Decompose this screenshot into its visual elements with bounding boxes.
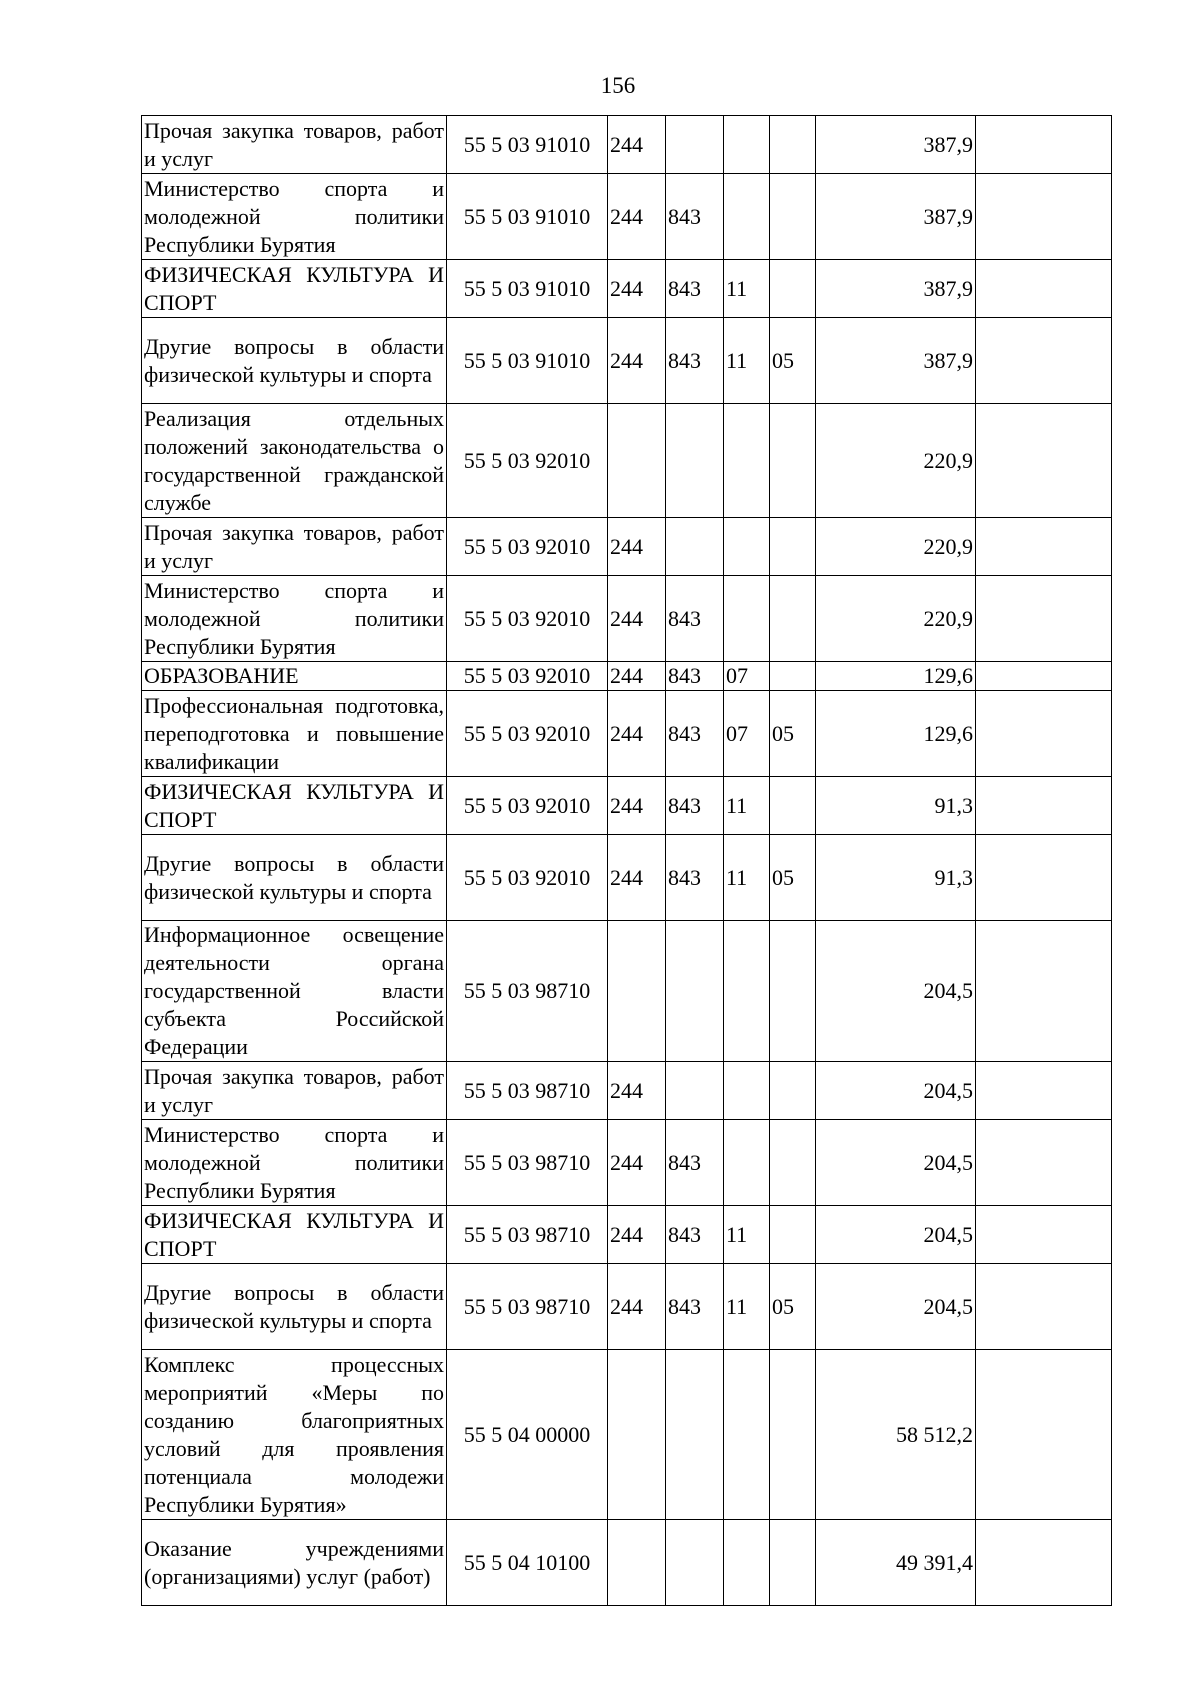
- row-rz-cell: 11: [724, 777, 770, 835]
- row-sum-cell: 220,9: [816, 518, 976, 576]
- row-rz-cell: 11: [724, 1206, 770, 1264]
- row-extra-cell: [976, 1520, 1112, 1606]
- row-vr-cell: 244: [608, 576, 666, 662]
- row-code-cell: 55 5 03 98710: [447, 1120, 608, 1206]
- table-row: [142, 1264, 1112, 1350]
- row-code-cell: 55 5 03 92010: [447, 835, 608, 921]
- row-sum-cell: 49 391,4: [816, 1520, 976, 1606]
- row-rz-cell: 07: [724, 691, 770, 777]
- row-name-cell: Прочая закупка товаров, работ и услуг: [142, 116, 447, 174]
- row-sum-cell: 204,5: [816, 921, 976, 1062]
- row-vr-cell: 244: [608, 116, 666, 174]
- row-name-cell: Прочая закупка товаров, работ и услуг: [142, 1062, 447, 1120]
- row-gr-cell: 843: [666, 1206, 724, 1264]
- row-gr-cell: 843: [666, 691, 724, 777]
- row-code-cell: 55 5 03 92010: [447, 576, 608, 662]
- row-extra-cell: [976, 835, 1112, 921]
- row-code-cell: 55 5 03 98710: [447, 1206, 608, 1264]
- table-body: [142, 116, 1112, 1606]
- row-code-cell: 55 5 03 92010: [447, 777, 608, 835]
- row-gr-cell: [666, 116, 724, 174]
- row-sum-cell: 204,5: [816, 1062, 976, 1120]
- row-extra-cell: [976, 116, 1112, 174]
- table-row: [142, 1206, 1112, 1264]
- row-rz-cell: 11: [724, 318, 770, 404]
- table-row: [142, 518, 1112, 576]
- row-sum-cell: 129,6: [816, 662, 976, 691]
- row-pr-cell: [770, 1120, 816, 1206]
- row-vr-cell: 244: [608, 1264, 666, 1350]
- row-pr-cell: [770, 1206, 816, 1264]
- table-row: [142, 1062, 1112, 1120]
- table-row: [142, 260, 1112, 318]
- row-rz-cell: [724, 1120, 770, 1206]
- row-pr-cell: [770, 174, 816, 260]
- row-rz-cell: [724, 174, 770, 260]
- row-pr-cell: [770, 1350, 816, 1520]
- row-vr-cell: 244: [608, 1120, 666, 1206]
- table-row: [142, 318, 1112, 404]
- row-pr-cell: [770, 116, 816, 174]
- row-gr-cell: 843: [666, 1264, 724, 1350]
- table-row: [142, 835, 1112, 921]
- row-code-cell: 55 5 04 10100: [447, 1520, 608, 1606]
- row-sum-cell: 387,9: [816, 318, 976, 404]
- table-row: [142, 662, 1112, 691]
- row-gr-cell: [666, 1520, 724, 1606]
- row-name-cell: Комплекс процессных мероприятий «Меры по созданию благоприятных условий для проявления потенциала молодежи Республики Бурятия»: [142, 1350, 447, 1520]
- row-gr-cell: 843: [666, 1120, 724, 1206]
- table-row: [142, 116, 1112, 174]
- row-extra-cell: [976, 318, 1112, 404]
- row-name-cell: ФИЗИЧЕСКАЯ КУЛЬТУРА И СПОРТ: [142, 260, 447, 318]
- row-rz-cell: [724, 116, 770, 174]
- row-vr-cell: 244: [608, 777, 666, 835]
- row-extra-cell: [976, 518, 1112, 576]
- row-gr-cell: [666, 518, 724, 576]
- row-rz-cell: [724, 518, 770, 576]
- row-vr-cell: [608, 921, 666, 1062]
- row-extra-cell: [976, 404, 1112, 518]
- row-vr-cell: 244: [608, 260, 666, 318]
- row-sum-cell: 387,9: [816, 116, 976, 174]
- row-code-cell: 55 5 03 91010: [447, 260, 608, 318]
- row-code-cell: 55 5 03 98710: [447, 1264, 608, 1350]
- row-sum-cell: 91,3: [816, 777, 976, 835]
- row-gr-cell: 843: [666, 835, 724, 921]
- row-code-cell: 55 5 03 92010: [447, 518, 608, 576]
- row-sum-cell: 129,6: [816, 691, 976, 777]
- row-rz-cell: [724, 921, 770, 1062]
- table-row: [142, 777, 1112, 835]
- row-gr-cell: 843: [666, 318, 724, 404]
- row-code-cell: 55 5 04 00000: [447, 1350, 608, 1520]
- row-name-cell: Министерство спорта и молодежной политики Республики Бурятия: [142, 174, 447, 260]
- row-rz-cell: [724, 576, 770, 662]
- row-gr-cell: 843: [666, 662, 724, 691]
- row-pr-cell: [770, 404, 816, 518]
- row-rz-cell: 07: [724, 662, 770, 691]
- row-rz-cell: [724, 1520, 770, 1606]
- table-row: [142, 576, 1112, 662]
- row-code-cell: 55 5 03 91010: [447, 318, 608, 404]
- row-code-cell: 55 5 03 98710: [447, 1062, 608, 1120]
- row-pr-cell: [770, 777, 816, 835]
- row-pr-cell: [770, 662, 816, 691]
- row-extra-cell: [976, 921, 1112, 1062]
- row-sum-cell: 204,5: [816, 1120, 976, 1206]
- row-vr-cell: [608, 1350, 666, 1520]
- row-vr-cell: 244: [608, 691, 666, 777]
- budget-table: [141, 115, 1112, 1606]
- row-pr-cell: [770, 260, 816, 318]
- row-name-cell: Оказание учреждениями (организациями) услуг (работ): [142, 1520, 447, 1606]
- row-extra-cell: [976, 174, 1112, 260]
- row-gr-cell: [666, 1062, 724, 1120]
- row-pr-cell: [770, 921, 816, 1062]
- row-sum-cell: 204,5: [816, 1206, 976, 1264]
- table-row: [142, 1350, 1112, 1520]
- row-code-cell: 55 5 03 92010: [447, 404, 608, 518]
- row-sum-cell: 220,9: [816, 404, 976, 518]
- row-gr-cell: [666, 404, 724, 518]
- row-sum-cell: 387,9: [816, 260, 976, 318]
- row-extra-cell: [976, 777, 1112, 835]
- row-gr-cell: 843: [666, 576, 724, 662]
- row-rz-cell: 11: [724, 1264, 770, 1350]
- row-extra-cell: [976, 662, 1112, 691]
- row-name-cell: Информационное освещение деятельности органа государственной власти субъекта Российской Федерации: [142, 921, 447, 1062]
- row-rz-cell: 11: [724, 260, 770, 318]
- row-name-cell: ОБРАЗОВАНИЕ: [142, 662, 447, 691]
- row-vr-cell: 244: [608, 662, 666, 691]
- row-name-cell: Министерство спорта и молодежной политики Республики Бурятия: [142, 1120, 447, 1206]
- row-rz-cell: [724, 1350, 770, 1520]
- row-vr-cell: 244: [608, 318, 666, 404]
- row-vr-cell: 244: [608, 174, 666, 260]
- row-pr-cell: 05: [770, 691, 816, 777]
- row-pr-cell: 05: [770, 835, 816, 921]
- row-name-cell: Другие вопросы в области физической культуры и спорта: [142, 835, 447, 921]
- row-extra-cell: [976, 260, 1112, 318]
- table-row: [142, 921, 1112, 1062]
- row-extra-cell: [976, 1264, 1112, 1350]
- table-row: [142, 691, 1112, 777]
- page-number: 156: [600, 73, 636, 98]
- row-sum-cell: 204,5: [816, 1264, 976, 1350]
- row-code-cell: 55 5 03 92010: [447, 691, 608, 777]
- row-name-cell: Реализация отдельных положений законодательства о государственной гражданской службе: [142, 404, 447, 518]
- row-extra-cell: [976, 1350, 1112, 1520]
- row-rz-cell: 11: [724, 835, 770, 921]
- row-pr-cell: [770, 1062, 816, 1120]
- row-vr-cell: 244: [608, 518, 666, 576]
- row-name-cell: Другие вопросы в области физической культуры и спорта: [142, 1264, 447, 1350]
- row-code-cell: 55 5 03 98710: [447, 921, 608, 1062]
- row-pr-cell: [770, 518, 816, 576]
- row-gr-cell: [666, 921, 724, 1062]
- row-sum-cell: 91,3: [816, 835, 976, 921]
- row-extra-cell: [976, 1206, 1112, 1264]
- row-sum-cell: 58 512,2: [816, 1350, 976, 1520]
- table-row: [142, 1120, 1112, 1206]
- row-vr-cell: 244: [608, 1062, 666, 1120]
- row-name-cell: ФИЗИЧЕСКАЯ КУЛЬТУРА И СПОРТ: [142, 777, 447, 835]
- row-name-cell: Профессиональная подготовка, переподготовка и повышение квалификации: [142, 691, 447, 777]
- table-row: [142, 1520, 1112, 1606]
- row-name-cell: Прочая закупка товаров, работ и услуг: [142, 518, 447, 576]
- row-code-cell: 55 5 03 92010: [447, 662, 608, 691]
- row-gr-cell: 843: [666, 777, 724, 835]
- row-vr-cell: 244: [608, 1206, 666, 1264]
- row-code-cell: 55 5 03 91010: [447, 116, 608, 174]
- row-vr-cell: 244: [608, 835, 666, 921]
- row-sum-cell: 220,9: [816, 576, 976, 662]
- row-rz-cell: [724, 1062, 770, 1120]
- table-row: [142, 404, 1112, 518]
- row-name-cell: Другие вопросы в области физической культуры и спорта: [142, 318, 447, 404]
- row-pr-cell: [770, 576, 816, 662]
- table-row: [142, 174, 1112, 260]
- row-extra-cell: [976, 576, 1112, 662]
- row-extra-cell: [976, 691, 1112, 777]
- row-pr-cell: [770, 1520, 816, 1606]
- row-vr-cell: [608, 404, 666, 518]
- row-rz-cell: [724, 404, 770, 518]
- row-vr-cell: [608, 1520, 666, 1606]
- row-extra-cell: [976, 1062, 1112, 1120]
- row-pr-cell: 05: [770, 318, 816, 404]
- row-code-cell: 55 5 03 91010: [447, 174, 608, 260]
- row-gr-cell: 843: [666, 174, 724, 260]
- row-name-cell: ФИЗИЧЕСКАЯ КУЛЬТУРА И СПОРТ: [142, 1206, 447, 1264]
- row-sum-cell: 387,9: [816, 174, 976, 260]
- row-extra-cell: [976, 1120, 1112, 1206]
- row-gr-cell: 843: [666, 260, 724, 318]
- row-gr-cell: [666, 1350, 724, 1520]
- row-name-cell: Министерство спорта и молодежной политики Республики Бурятия: [142, 576, 447, 662]
- row-pr-cell: 05: [770, 1264, 816, 1350]
